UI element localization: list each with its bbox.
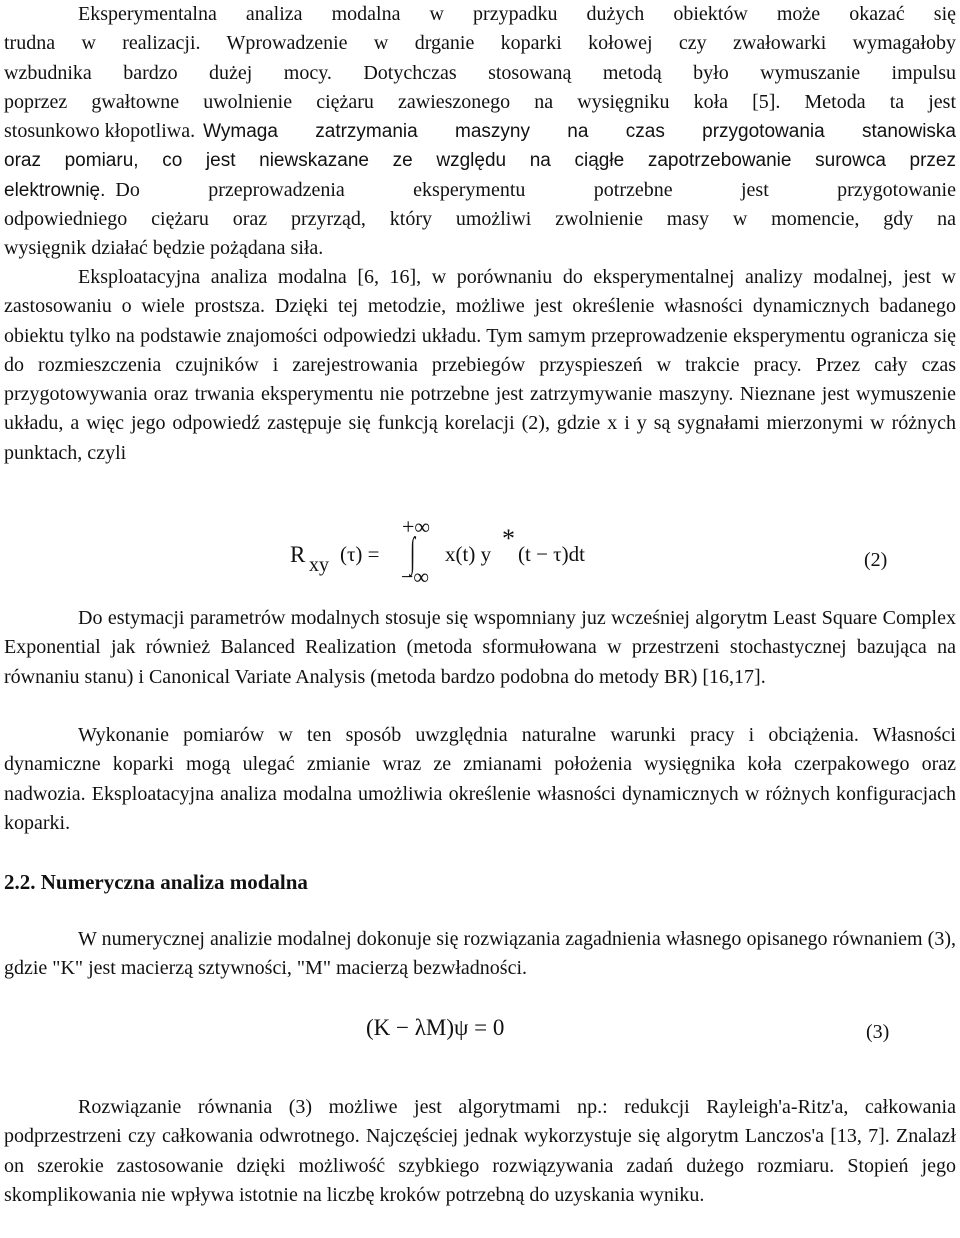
paragraph-6: Rozwiązanie równania (3) możliwe jest algorytmami np.: redukcji Rayleigh'a-Ritz'a, całkowania podprzestrzeni czy całkowania odwrotnego. Najczęściej jednak wykorzystuje się algorytm Lanczos'a [13, 7]. Znalazł on szerokie zastosowanie dzięki możliwość szybkiego rozwiązywania zadań dużego rozmiaru. Stopień jego skomplikowania nie wpływa istotnie na liczbę kroków potrzebną do uzyskania wyniku. [4, 1096, 956, 1206]
eq2-number: (2) [864, 549, 888, 571]
eq2-integrand-tail: (t − τ)dt [518, 542, 585, 566]
section-heading: 2.2. Numeryczna analiza modalna [4, 870, 308, 894]
eq2-conjugate-star: * [502, 524, 515, 553]
eq2-argument: (τ) = [340, 542, 380, 566]
eq2-upper-limit: +∞ [402, 514, 431, 539]
text-line-sans: elektrownię. [4, 179, 106, 201]
paragraph-2: Eksploatacyjna analiza modalna [6, 16], w porównaniu do eksperymentalnej analizy modalnej, jest w zastosowaniu o wiele prostsza. Dzięki tej metodzie, możliwe jest określenie własności dynamicznych badanego obiektu tylko na podstawie znajomości odpowiedzi układu. Tym samym przeprowadzenie eksperymentu ogranicza się do rozmieszczenia czujników i zarejestrowania przebiegów przyspieszeń w trakcie pracy. Przez cały czas przygotowywania oraz trwania eksperymentu nie potrzebne jest zatrzymywanie maszyny. Nieznane jest wymuszenie układu, a więc jego odpowiedź zastępuje się funkcją korelacji (2), gdzie x i y są sygnałami mierzonymi w różnych punktach, czyli [4, 266, 956, 464]
eq3-expression: (K − λM)ψ = 0 [366, 1015, 505, 1040]
text-line-sans: Wymaga zatrzymania maszyny na czas przygotowania stanowiska [203, 121, 956, 143]
eq2-symbol-R: R [290, 542, 306, 567]
text-line: Eksperymentalna analiza modalna w przypadku dużych obiektów może okazać się [78, 3, 956, 25]
text-line: wzbudnika bardzo dużej mocy. Dotychczas stosowaną metodą było wymuszanie impulsu [4, 61, 956, 84]
text-line: poprzez gwałtowne uwolnienie ciężaru zawieszonego na wysięgniku koła [5]. Metoda ta jest [4, 90, 956, 113]
eq3-number: (3) [866, 1021, 890, 1043]
equation-3 [0, 1010, 960, 1050]
paragraph-1 [4, 0, 956, 264]
text-line: odpowiedniego ciężaru oraz przyrząd, który umożliwi zwolnienie masy w momencie, gdy na [4, 208, 956, 231]
text-line-sans: oraz pomiaru, co jest niewskazane ze względu na ciągłe zapotrzebowanie surowca przez [4, 150, 956, 172]
text-line: wysięgnik działać będzie pożądana siła. [4, 237, 324, 260]
text-line: trudna w realizacji. Wprowadzenie w drganie koparki kołowej czy zwałowarki wymagałoby [4, 32, 956, 55]
eq2-integrand: x(t) y [445, 542, 492, 566]
paragraph-4: Wykonanie pomiarów w ten sposób uwzględnia naturalne warunki pracy i obciążenia. Własności dynamiczne koparki mogą ulegać zmianie wraz ze zmianami położenia wysięgnika koła czerpakowego oraz nadwozia. Eksploatacyjna analiza modalna umożliwia określenie własności dynamicznych w różnych konfiguracjach koparki. [4, 724, 956, 834]
eq2-integral-sign: ∫ [410, 530, 416, 576]
text-line: Do przeprowadzenia eksperymentu potrzebne jest przygotowanie [115, 178, 956, 201]
eq2-subscript: xy [309, 554, 329, 576]
equation-2 [0, 510, 960, 590]
paragraph-3: Do estymacji parametrów modalnych stosuje się wspomniany juz wcześniej algorytm Least Square Complex Exponential jak również Balanced Realization (metoda sformułowana w przestrzeni stochastycznej bazująca na równaniu stanu) i Canonical Variate Analysis (metoda bardzo podobna do metody BR) [16,17]. [4, 607, 956, 688]
eq2-lower-limit: −∞ [401, 564, 430, 589]
paragraph-5: W numerycznej analizie modalnej dokonuje się rozwiązania zagadnienia własnego opisanego równaniem (3), gdzie "K" jest macierzą sztywności, "M" macierzą bezwładności. [4, 928, 956, 980]
text-line: stosunkowo kłopotliwa. [4, 120, 196, 143]
